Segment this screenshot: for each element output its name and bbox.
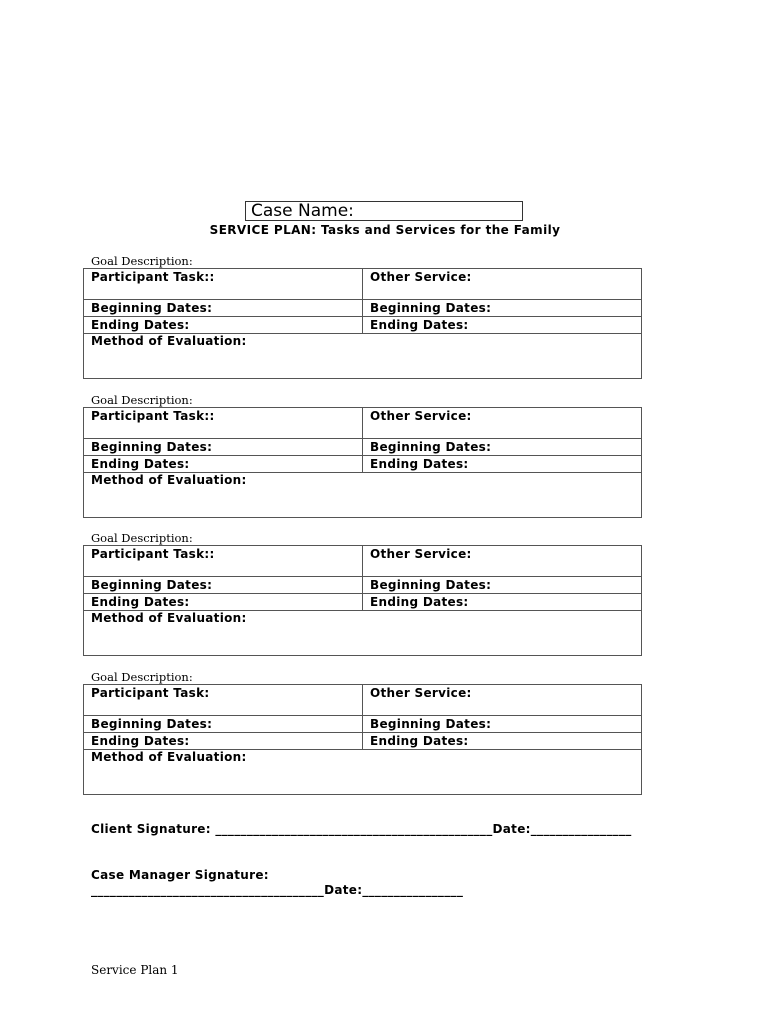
method-of-evaluation-label: Method of Evaluation: — [84, 334, 642, 379]
beginning-dates-label: Beginning Dates: — [84, 716, 363, 733]
goal-table — [83, 407, 642, 518]
participant-task-label: Participant Task:: — [84, 408, 363, 439]
ending-dates-label: Ending Dates: — [84, 317, 363, 334]
goal-description-label: Goal Description: — [91, 254, 193, 268]
method-of-evaluation-label: Method of Evaluation: — [84, 750, 642, 795]
other-beginning-dates-label: Beginning Dates: — [363, 439, 642, 456]
other-service-label: Other Service: — [363, 546, 642, 577]
ending-dates-label: Ending Dates: — [84, 733, 363, 750]
participant-task-label: Participant Task:: — [84, 546, 363, 577]
other-ending-dates-label: Ending Dates: — [363, 317, 642, 334]
participant-task-label: Participant Task: — [84, 685, 363, 716]
method-of-evaluation-label: Method of Evaluation: — [84, 473, 642, 518]
goal-description-label: Goal Description: — [91, 670, 193, 684]
client-signature-line: Client Signature: ____________________________________________Date:________________ — [91, 822, 632, 836]
other-beginning-dates-label: Beginning Dates: — [363, 716, 642, 733]
footer-text: Service Plan 1 — [91, 963, 179, 977]
goal-table — [83, 268, 642, 379]
case-manager-signature-line: _____________________________________Date:________________ — [91, 883, 464, 897]
beginning-dates-label: Beginning Dates: — [84, 439, 363, 456]
case-manager-signature-label: Case Manager Signature: — [91, 868, 269, 882]
case-name-box — [245, 201, 523, 221]
page-title: SERVICE PLAN: Tasks and Services for the Family — [209, 223, 561, 237]
goal-table — [83, 684, 642, 795]
goal-table — [83, 545, 642, 656]
other-ending-dates-label: Ending Dates: — [363, 456, 642, 473]
other-ending-dates-label: Ending Dates: — [363, 733, 642, 750]
ending-dates-label: Ending Dates: — [84, 456, 363, 473]
other-beginning-dates-label: Beginning Dates: — [363, 300, 642, 317]
other-service-label: Other Service: — [363, 685, 642, 716]
other-service-label: Other Service: — [363, 269, 642, 300]
other-ending-dates-label: Ending Dates: — [363, 594, 642, 611]
method-of-evaluation-label: Method of Evaluation: — [84, 611, 642, 656]
beginning-dates-label: Beginning Dates: — [84, 577, 363, 594]
other-beginning-dates-label: Beginning Dates: — [363, 577, 642, 594]
other-service-label: Other Service: — [363, 408, 642, 439]
case-name-label: Case Name: — [251, 201, 354, 221]
ending-dates-label: Ending Dates: — [84, 594, 363, 611]
beginning-dates-label: Beginning Dates: — [84, 300, 363, 317]
goal-description-label: Goal Description: — [91, 531, 193, 545]
participant-task-label: Participant Task:: — [84, 269, 363, 300]
goal-description-label: Goal Description: — [91, 393, 193, 407]
